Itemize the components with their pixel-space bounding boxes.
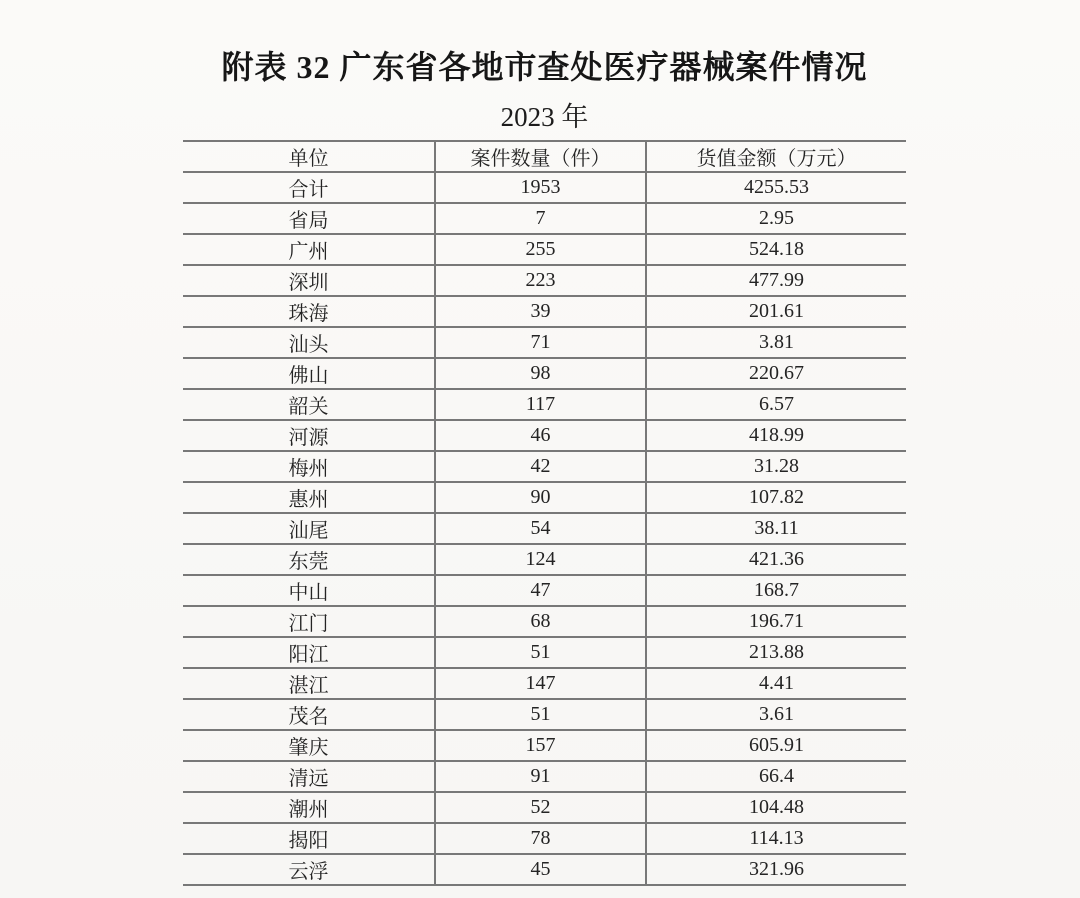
value-amount-cell: 38.11 [646,513,906,544]
value-amount-cell: 66.4 [646,761,906,792]
case-count-cell: 117 [435,389,646,420]
case-count-cell: 51 [435,637,646,668]
table-row [183,544,906,575]
unit-cell: 江门 [183,606,435,637]
value-amount-cell: 3.61 [646,699,906,730]
page-subtitle-year: 2023 年 [500,102,589,132]
document-content [183,0,906,886]
value-amount-cell: 201.61 [646,296,906,327]
case-count-cell: 1953 [435,172,646,203]
value-amount-cell: 4255.53 [646,172,906,203]
unit-cell: 肇庆 [183,730,435,761]
unit-cell: 广州 [183,234,435,265]
table-row [183,699,906,730]
value-amount-cell: 418.99 [646,420,906,451]
unit-cell: 深圳 [183,265,435,296]
column-header-value-amount: 货值金额（万元） [646,141,906,172]
page-title: 附表 32 广东省各地市查处医疗器械案件情况 [221,49,868,85]
value-amount-cell: 605.91 [646,730,906,761]
case-count-cell: 68 [435,606,646,637]
value-amount-cell: 3.81 [646,327,906,358]
unit-cell: 茂名 [183,699,435,730]
value-amount-cell: 104.48 [646,792,906,823]
table-row [183,172,906,203]
unit-cell: 汕头 [183,327,435,358]
case-count-cell: 91 [435,761,646,792]
case-count-cell: 7 [435,203,646,234]
unit-cell: 汕尾 [183,513,435,544]
unit-cell: 潮州 [183,792,435,823]
unit-cell: 河源 [183,420,435,451]
case-count-cell: 223 [435,265,646,296]
unit-cell: 湛江 [183,668,435,699]
value-amount-cell: 524.18 [646,234,906,265]
case-count-cell: 71 [435,327,646,358]
case-count-cell: 51 [435,699,646,730]
table-row [183,234,906,265]
unit-cell: 珠海 [183,296,435,327]
table-row [183,823,906,854]
value-amount-cell: 2.95 [646,203,906,234]
table-row [183,203,906,234]
unit-cell: 东莞 [183,544,435,575]
case-count-cell: 52 [435,792,646,823]
table-body [183,172,906,885]
unit-cell: 揭阳 [183,823,435,854]
table-row [183,637,906,668]
table-row [183,451,906,482]
case-count-cell: 39 [435,296,646,327]
column-header-unit: 单位 [183,141,435,172]
cases-table [183,140,906,886]
table-row [183,358,906,389]
column-header-case-count: 案件数量（件） [435,141,646,172]
unit-cell: 韶关 [183,389,435,420]
table-row [183,854,906,885]
value-amount-cell: 4.41 [646,668,906,699]
value-amount-cell: 196.71 [646,606,906,637]
value-amount-cell: 114.13 [646,823,906,854]
table-row [183,792,906,823]
value-amount-cell: 477.99 [646,265,906,296]
case-count-cell: 78 [435,823,646,854]
table-row [183,761,906,792]
case-count-cell: 47 [435,575,646,606]
table-header-row [183,141,906,172]
case-count-cell: 124 [435,544,646,575]
unit-cell: 云浮 [183,854,435,885]
value-amount-cell: 168.7 [646,575,906,606]
case-count-cell: 46 [435,420,646,451]
table-row [183,327,906,358]
unit-cell: 合计 [183,172,435,203]
value-amount-cell: 213.88 [646,637,906,668]
table-row [183,420,906,451]
value-amount-cell: 321.96 [646,854,906,885]
table-row [183,668,906,699]
case-count-cell: 147 [435,668,646,699]
value-amount-cell: 220.67 [646,358,906,389]
case-count-cell: 98 [435,358,646,389]
table-row [183,389,906,420]
table-row [183,265,906,296]
unit-cell: 清远 [183,761,435,792]
value-amount-cell: 421.36 [646,544,906,575]
case-count-cell: 54 [435,513,646,544]
value-amount-cell: 31.28 [646,451,906,482]
case-count-cell: 255 [435,234,646,265]
table-row [183,296,906,327]
unit-cell: 惠州 [183,482,435,513]
value-amount-cell: 107.82 [646,482,906,513]
table-row [183,482,906,513]
table-row [183,606,906,637]
table-row [183,730,906,761]
case-count-cell: 157 [435,730,646,761]
unit-cell: 阳江 [183,637,435,668]
table-row [183,513,906,544]
unit-cell: 梅州 [183,451,435,482]
unit-cell: 中山 [183,575,435,606]
case-count-cell: 42 [435,451,646,482]
value-amount-cell: 6.57 [646,389,906,420]
case-count-cell: 45 [435,854,646,885]
case-count-cell: 90 [435,482,646,513]
unit-cell: 佛山 [183,358,435,389]
table-row [183,575,906,606]
unit-cell: 省局 [183,203,435,234]
